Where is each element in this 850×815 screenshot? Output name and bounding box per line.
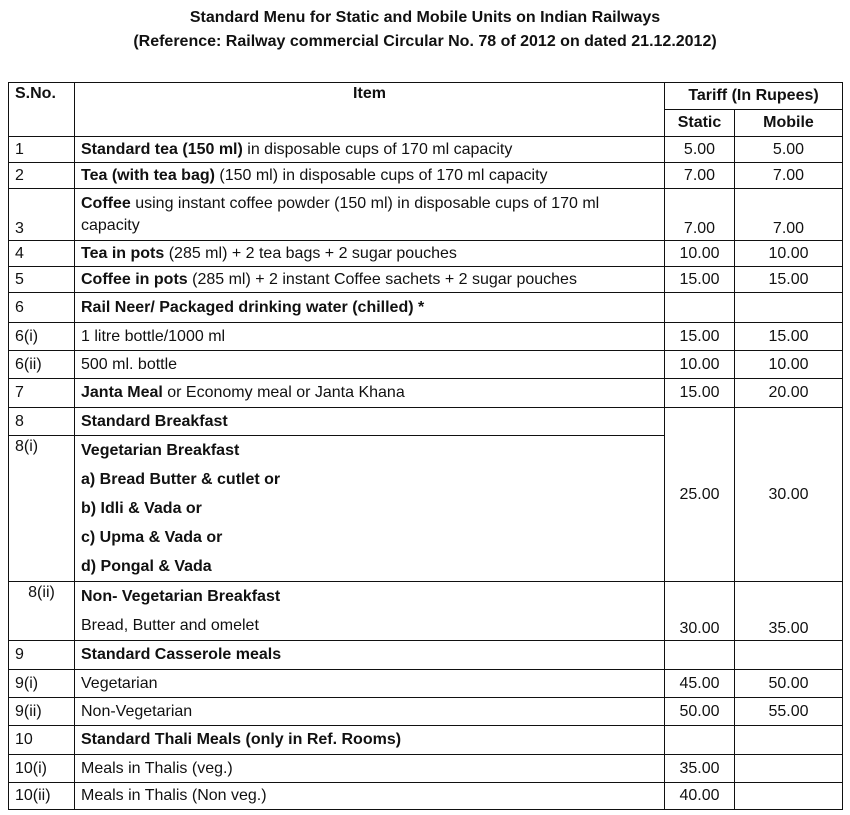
item-bold-text: Coffee <box>81 194 131 212</box>
item-cell <box>75 379 665 408</box>
item-bold-text: Rail Neer/ Packaged drinking water (chilled) * <box>81 298 425 316</box>
mobile-price-cell: 15.00 <box>735 323 843 351</box>
item-cell <box>75 323 665 351</box>
item-text: Meals in Thalis (Non veg.) <box>81 787 267 804</box>
mobile-price-cell: 30.00 <box>735 408 843 582</box>
static-price-cell: 40.00 <box>665 783 735 810</box>
static-price-cell: 5.00 <box>665 137 735 163</box>
static-price-cell: 15.00 <box>665 379 735 408</box>
veg-breakfast-option: d) Pongal & Vada <box>81 558 212 575</box>
mobile-price-cell: 35.00 <box>735 582 843 641</box>
static-price-cell: 35.00 <box>665 755 735 783</box>
item-bold-text: Janta Meal <box>81 384 163 401</box>
mobile-price-cell <box>735 755 843 783</box>
table-row <box>9 137 843 163</box>
table-row <box>9 783 843 810</box>
static-price-cell: 10.00 <box>665 241 735 267</box>
table-row <box>9 351 843 379</box>
static-price-cell <box>665 641 735 670</box>
nonveg-breakfast-title: Non- Vegetarian Breakfast <box>81 588 281 605</box>
sno-cell: 8 <box>9 408 75 436</box>
item-cell <box>75 189 665 241</box>
veg-breakfast-option: a) Bread Butter & cutlet or <box>81 471 281 488</box>
mobile-price-cell: 5.00 <box>735 137 843 163</box>
sno-cell: 10(ii) <box>9 783 75 810</box>
static-price-cell: 10.00 <box>665 351 735 379</box>
static-price-cell: 7.00 <box>665 189 735 241</box>
static-price-cell: 7.00 <box>665 163 735 189</box>
item-bold-text: Tea (with tea bag) <box>81 166 215 184</box>
table-row <box>9 323 843 351</box>
table-row <box>9 670 843 698</box>
item-text: Meals in Thalis (veg.) <box>81 759 233 777</box>
item-text: (285 ml) + 2 tea bags + 2 sugar pouches <box>164 244 457 262</box>
static-price-cell: 15.00 <box>665 267 735 293</box>
item-bold-text: Tea in pots <box>81 244 165 262</box>
item-text: 1 litre bottle/1000 ml <box>81 327 226 345</box>
table-row <box>9 582 843 641</box>
static-price-cell: 45.00 <box>665 670 735 698</box>
table-row <box>9 379 843 408</box>
sno-cell: 6 <box>9 293 75 323</box>
item-text: (150 ml) in disposable cups of 170 ml capacity <box>214 166 548 184</box>
item-cell <box>75 783 665 810</box>
table-row <box>9 755 843 783</box>
table-row <box>9 408 843 436</box>
sno-cell: 3 <box>9 189 75 241</box>
mobile-price-cell <box>735 726 843 755</box>
item-text: or Economy meal or Janta Khana <box>162 384 405 401</box>
table-row <box>9 698 843 726</box>
item-bold-text: Standard Casserole meals <box>81 646 282 663</box>
menu-table <box>8 82 843 810</box>
sno-cell: 9(ii) <box>9 698 75 726</box>
sno-cell: 2 <box>9 163 75 189</box>
sno-cell: 1 <box>9 137 75 163</box>
table-row <box>9 726 843 755</box>
mobile-price-cell <box>735 293 843 323</box>
table-row <box>9 293 843 323</box>
item-text: Vegetarian <box>81 674 158 692</box>
item-text: using instant coffee powder (150 ml) in disposable cups of 170 ml capacity <box>81 194 600 234</box>
sno-cell: 9 <box>9 641 75 670</box>
mobile-price-cell: 55.00 <box>735 698 843 726</box>
table-row <box>9 163 843 189</box>
mobile-price-cell: 10.00 <box>735 351 843 379</box>
mobile-price-cell <box>735 641 843 670</box>
header-sno: S.No. <box>9 83 75 137</box>
item-text: in disposable cups of 170 ml capacity <box>242 140 513 158</box>
mobile-price-cell: 7.00 <box>735 163 843 189</box>
item-cell <box>75 582 665 641</box>
item-cell: Standard Breakfast <box>75 408 665 436</box>
item-cell <box>75 241 665 267</box>
veg-breakfast-option: c) Upma & Vada or <box>81 529 223 546</box>
nonveg-breakfast-option: Bread, Butter and omelet <box>81 617 259 634</box>
sno-cell: 10(i) <box>9 755 75 783</box>
document-title <box>0 6 850 54</box>
title-line-1: Standard Menu for Static and Mobile Units on Indian Railways <box>189 9 661 26</box>
item-cell <box>75 436 665 582</box>
item-text: 500 ml. bottle <box>81 355 178 373</box>
item-text: (285 ml) + 2 instant Coffee sachets + 2 sugar pouches <box>187 270 577 288</box>
sno-cell: 10 <box>9 726 75 755</box>
header-static: Static <box>665 110 735 137</box>
sno-cell: 5 <box>9 267 75 293</box>
item-bold-text: Standard tea (150 ml) <box>81 140 243 158</box>
sno-cell: 8(i) <box>9 436 75 582</box>
item-cell <box>75 137 665 163</box>
title-line-2: (Reference: Railway commercial Circular No. 78 of 2012 on dated 21.12.2012) <box>133 33 717 50</box>
static-price-cell: 50.00 <box>665 698 735 726</box>
static-price-cell: 15.00 <box>665 323 735 351</box>
item-cell <box>75 293 665 323</box>
item-text: Non-Vegetarian <box>81 702 193 720</box>
header-row <box>9 83 843 110</box>
mobile-price-cell: 7.00 <box>735 189 843 241</box>
sno-cell: 4 <box>9 241 75 267</box>
mobile-price-cell: 15.00 <box>735 267 843 293</box>
sno-cell: 6(ii) <box>9 351 75 379</box>
item-cell <box>75 351 665 379</box>
static-price-cell: 25.00 <box>665 408 735 582</box>
veg-breakfast-title: Vegetarian Breakfast <box>81 442 240 459</box>
header-tariff: Tariff (In Rupees) <box>665 83 843 110</box>
sno-cell: 9(i) <box>9 670 75 698</box>
item-cell <box>75 670 665 698</box>
table-row <box>9 641 843 670</box>
table-row <box>9 241 843 267</box>
static-price-cell: 30.00 <box>665 582 735 641</box>
item-cell <box>75 698 665 726</box>
item-cell <box>75 163 665 189</box>
sno-cell: 8(ii) <box>9 582 75 641</box>
item-cell <box>75 755 665 783</box>
table-row <box>9 189 843 241</box>
header-item: Item <box>75 83 665 137</box>
header-mobile: Mobile <box>735 110 843 137</box>
table-row <box>9 267 843 293</box>
veg-breakfast-option: b) Idli & Vada or <box>81 500 202 517</box>
sno-cell: 6(i) <box>9 323 75 351</box>
static-price-cell <box>665 726 735 755</box>
mobile-price-cell: 20.00 <box>735 379 843 408</box>
static-price-cell <box>665 293 735 323</box>
item-cell <box>75 267 665 293</box>
item-cell <box>75 726 665 755</box>
mobile-price-cell <box>735 783 843 810</box>
item-bold-text: Coffee in pots <box>81 270 188 288</box>
item-cell <box>75 641 665 670</box>
mobile-price-cell: 50.00 <box>735 670 843 698</box>
sno-cell: 7 <box>9 379 75 408</box>
mobile-price-cell: 10.00 <box>735 241 843 267</box>
item-bold-text: Standard Thali Meals (only in Ref. Rooms) <box>81 731 402 748</box>
